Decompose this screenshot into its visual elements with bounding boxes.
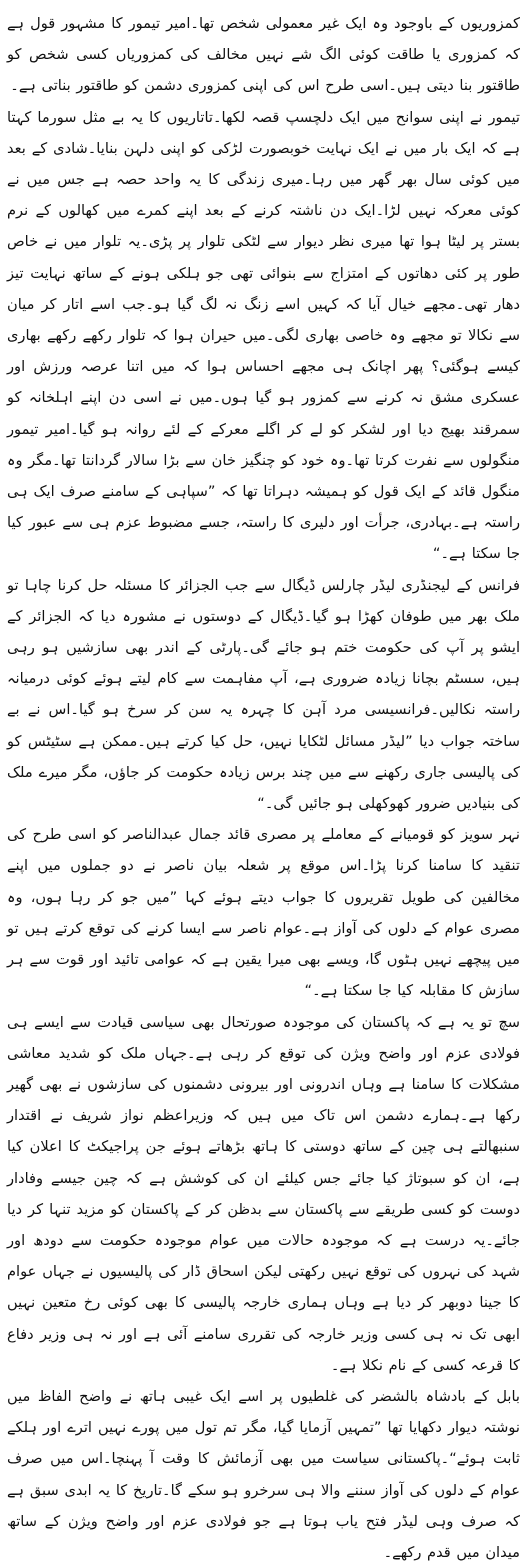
paragraph-timur-sword: تیمور نے اپنی سوانح میں ایک دلچسپ قصہ لکھا۔تاتاریوں کا یہ بے مثل سورما کہتا ہے کہ ایک بار میں نے ایک نہایت خوبصورت لڑکی کو اپنی دلہن بنایا۔شادی کے بعد میں کوئی سال بھر گھر میں رہا۔میری زندگی کا یہ واحد حصہ ہے جس میں نے کوئی معرکہ نہیں لڑا۔ایک دن ناشتہ کرنے کے بعد اپنے کمرے میں کھالوں کے نرم بستر پر لیٹا ہوا تھا میری نظر دیوار سے لٹکی تلوار پر پڑی۔یہ تلوار میں نے خاص طور پر کئی دھاتوں کے امتزاج سے بنوائی تھی جو ہلکی ہونے کے ساتھ نہایت تیز دھار تھی۔مجھے خیال آیا کہ کہیں اسے زنگ نہ لگ گیا ہو۔جب اسے اتار کر میان سے نکالا تو مجھے وہ خاصی بھاری لگی۔میں حیران ہوا کہ تلوار رکھے رکھے بھاری کیسے ہوگئی؟ پھر اچانک ہی مجھے احساس ہوا کہ میں اتنا عرصہ ورزش اور عسکری مشق نہ کرنے سے کمزور ہو گیا ہوں۔میں نے اسی دن اپنے اہلخانہ کو سمرقند بھیج دیا اور لشکر کو لے کر اگلے معرکے کے لئے روانہ ہو گیا۔امیر تیمور منگولوں سے نفرت کرتا تھا۔وہ خود کو چنگیز خان سے بڑا سالار گردانتا تھا۔مگر وہ منگول قائد کے ایک قول کو ہمیشہ دہراتا تھا کہ ”سپاہی کے سامنے صرف ایک ہی راستہ ہے۔بہادری، جرأت اور دلیری کا راستہ، جسے مضبوط عزم ہی سے عبور کیا جا سکتا ہے۔“: [7, 108, 520, 563]
paragraph-nasser: نہر سویز کو قومیانے کے معاملے پر مصری قائد جمال عبدالناصر کو اسی طرح کی تنقید کا سامنا کرنا پڑا۔اس موقع پر شعلہ بیان ناصر نے دو جملوں میں اپنے مخالفین کی طویل تقریروں کا جواب دیتے ہوئے کہا ”میں جو کر رہا ہوں، وہ مصری عوام کے دلوں کی آواز ہے۔عوام ناصر سے ایسا کرنے کی توقع کرتے ہیں تو میں پیچھے نہیں ہٹوں گا، ویسے بھی میرا یقین ہے کہ عوامی تائید اور قوت سے ہر سازش کا مقابلہ کیا جا سکتا ہے۔“: [7, 826, 520, 1000]
paragraph-babylon: بابل کے بادشاہ بالشضر کی غلطیوں پر اسے ایک غیبی ہاتھ نے واضح الفاظ میں نوشتہ دیوار دکھایا تھا ”تمہیں آزمایا گیا، مگر تم تول میں پورے نہیں اترے اور ہلکے ثابت ہوئے“۔پاکستانی سیاست میں بھی آزمائش کا وقت آ پہنچا۔اس میں صرف عوام کے دلوں کی آواز سننے والا ہی سرخرو ہو سکے گا۔تاریخ کا یہ ابدی سبق ہے کہ صرف وہی لیڈر فتح یاب ہوتا ہے جو فولادی عزم اور واضح ویژن کے ساتھ میدان میں قدم رکھے۔: [7, 1387, 520, 1561]
paragraph-de-gaulle: فرانس کے لیجنڈری لیڈر چارلس ڈیگال سے جب الجزائر کا مسئلہ حل کرنا چاہا تو ملک بھر میں طوفان کھڑا ہو گیا۔ڈیگال کے دوستوں نے مشورہ دیا کہ الجزائر کے ایشو پر آپ کی حکومت ختم ہو جائے گی۔پارٹی کے اندر بھی سازشیں ہو رہی ہیں، سسٹم بچانا زیادہ ضروری ہے، آپ مفاہمت سے کام لیتے ہوئے کوئی درمیانہ راستہ نکالیں۔فرانسیسی مرد آہن کا چہرہ یہ سن کر سرخ ہو گیا۔اس نے بے ساختہ جواب دیا ”لیڈر مسائل لٹکایا نہیں، حل کیا کرتے ہیں۔ممکن ہے سٹیٹس کو کی پالیسی جاری رکھنے سے میں چند برس زیادہ حکومت کر جاؤں، مگر میرے ملک کی بنیادیں ضرور کھوکھلی ہو جائیں گی۔“: [7, 576, 520, 813]
paragraph-pakistan: سچ تو یہ ہے کہ پاکستان کی موجودہ صورتحال بھی سیاسی قیادت سے ایسے ہی فولادی عزم اور واضح ویژن کی توقع کر رہی ہے۔جہاں ملک کو شدید معاشی مشکلات کا سامنا ہے وہاں اندرونی اور بیرونی دشمنوں کی سازشوں نے بھی گھیر رکھا ہے۔ہمارے دشمن اس تاک میں ہیں کہ وزیراعظم نواز شریف نے اقتدار سنبھالتے ہی چین کے ساتھ دوستی کا ہاتھ بڑھاتے ہوئے جن پراجیکٹ کا اعلان کیا ہے، ان کو سبوتاژ کیا جائے جس کیلئے ان کی کوشش ہے کہ چین جیسے وفادار دوست کو کسی طریقے سے پاکستان سے بدظن کر کے پاکستان کو مزید تنہا کر دیا جائے۔یہ درست ہے کہ موجودہ حالات میں عوام موجودہ حکومت سے دودھ اور شہد کی نہروں کی توقع نہیں رکھتی لیکن اسحاق ڈار کی پالیسیوں نے جہاں عوام کا جینا دوبھر کر دیا ہے وہاں ہماری خارجہ پالیسی کا بھی کوئی رخ متعین نہیں ابھی تک نہ ہی کسی وزیر خارجہ کی تقرری سامنے آئی ہے اور نہ ہی وزیر دفاع کا قرعہ کسی کے نام نکلا ہے۔: [7, 1013, 520, 1374]
paragraph-weakness: کمزوریوں کے باوجود وہ ایک غیر معمولی شخص تھا۔امیر تیمور کا مشہور قول ہے کہ کمزوری یا طاقت کوئی الگ شے نہیں مخالف کی کمزوریاں کسی شخص کو طاقتور بنا دیتی ہیں۔اسی طرح اس کی اپنی کمزوری دشمن کو طاقتور بناتی ہے۔: [7, 15, 520, 95]
